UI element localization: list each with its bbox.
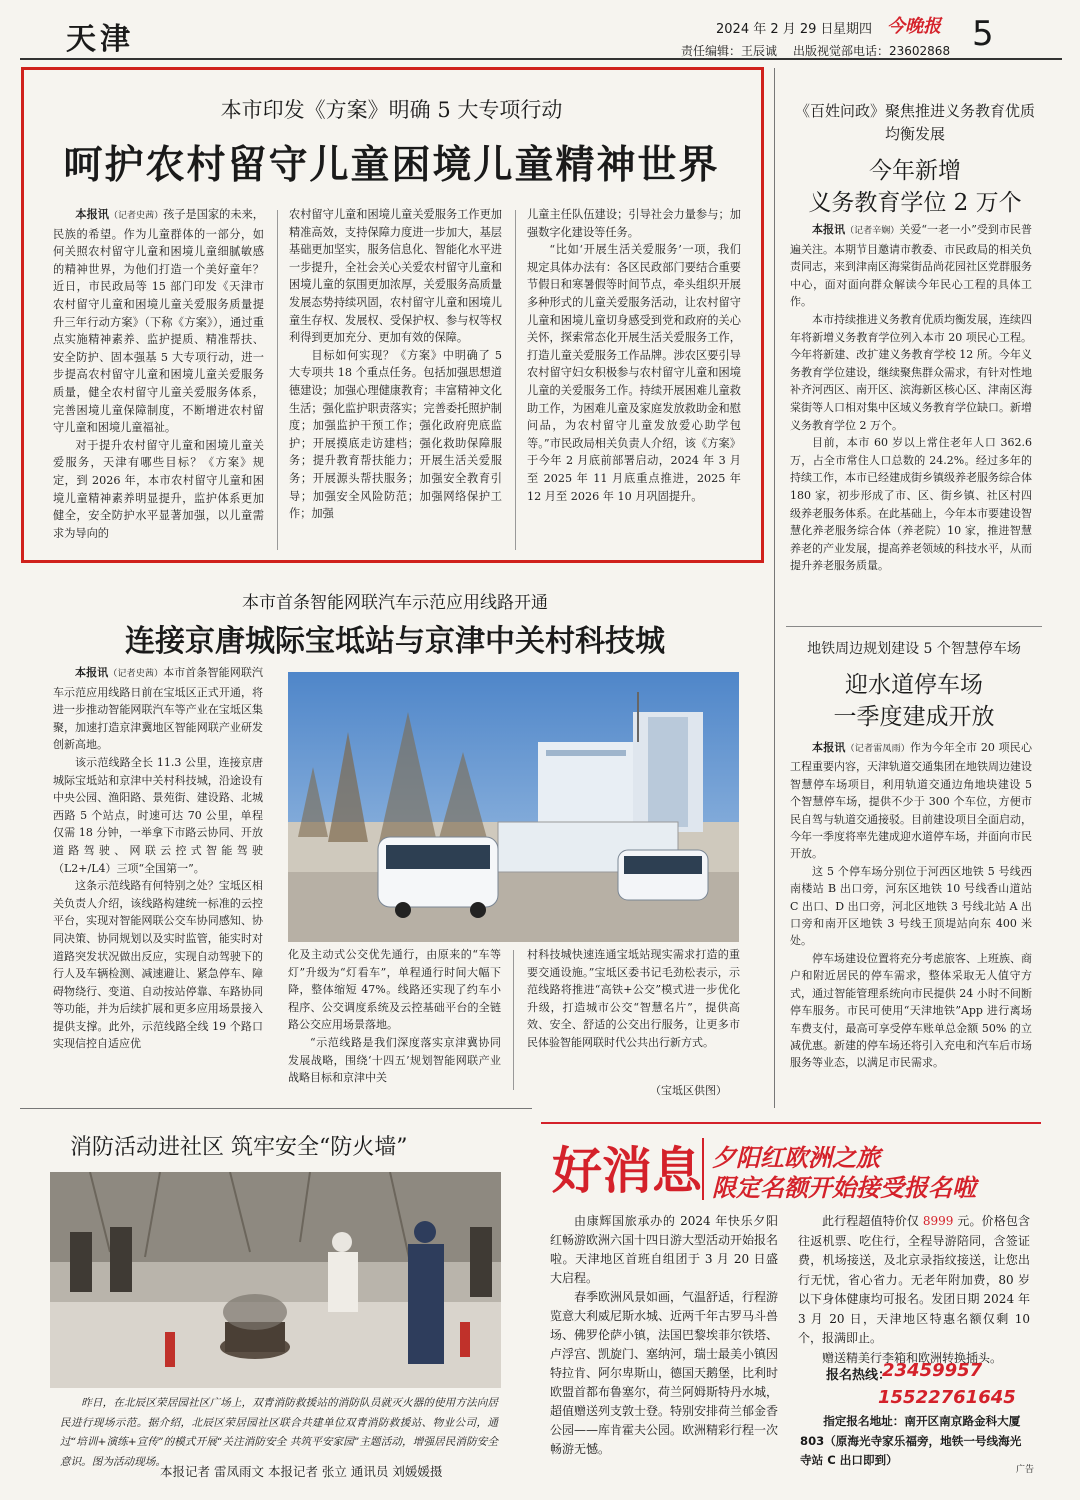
right2-headline-2: 一季度建成开放: [833, 704, 995, 730]
section-name: 天津: [66, 22, 134, 57]
issue-date: 2024 年 2 月 29 日: [716, 22, 834, 37]
bottom-separator: [20, 1108, 532, 1109]
ad-left-p2: 春季欧洲风景如画，气温舒适，行程游览意大利威尼斯水城、近两千年古罗马斗兽场、佛罗伦萨小镇，法国巴黎埃菲尔铁塔、卢浮宫、凯旋门、塞纳河，瑞士最美小镇因特拉肯、阿尔卑斯山，德国天鹅堡，比利时欧盟首都布鲁塞尔，荷兰阿姆斯特丹水城，超值赠送列支敦士登。特别安排荷兰郁金香公园——库肯霍夫公园。欧洲精彩行程一次畅游无憾。: [550, 1290, 779, 1456]
fire-headline: 消防活动进社区 筑牢安全“防火墙”: [70, 1135, 408, 1160]
right-story-separator: [786, 626, 1042, 627]
ad-address: [800, 1412, 1032, 1471]
lead-col3-p2: “比如‘开展生活关爱服务’一项，我们规定具体办法有：各区民政部门要结合重要节假日和寒暑假等时间节点，牵头组织开展多种形式的儿童关爱服务活动，让农村留守儿童和困境儿童切身感受到党和政府的关心关怀，探索常态化开展生活关爱服务工作，打造儿童关爱服务工作品牌。涉农区要引导农村留守妇女积极参与农村留守儿童和困境儿童的关爱服务工作。持续开展困难儿童救助工作，为困难儿童及家庭发放救助金和慰问品，为农村留守儿童发放爱心助学包等。”市民政局相关负责人介绍，该《方案》于今年 2 月底前部署启动，2024 年 3 月至 2025 年 11 月底重点推进，2025 年 12 月至 2026 年 10 月巩固提升。: [527, 243, 741, 503]
lead-kicker: 本市印发《方案》明确 5 大专项行动: [220, 98, 563, 122]
right2-body: [790, 739, 1032, 1072]
ad-left-col: [550, 1212, 778, 1459]
ad-left-p1: 由康辉国旅承办的 2024 年快乐夕阳红畅游欧洲六国十四日游大型活动开始报名啦。天津地区首班自组团于 3 月 20 日盛大启程。: [550, 1214, 779, 1285]
lead-col2-p2: 目标如何实现？《方案》中明确了 5 大专项共 18 个重点任务。包括加强思想道德建设；加强心理健康教育；丰富精神文化生活；强化监护职责落实；完善委托照护制度；加强监护干预工作；强化政府兜底监护；开展摸底走访建档；强化救助保障服务；提升教育帮扶能力；开展生活关爱服务；开展源头帮扶服务；加强安全教育引导；加强安全风险防范；加强网络保护工作；加强: [289, 348, 502, 521]
paper-logo: 今晚报: [887, 16, 941, 37]
right2-headline-1: 迎水道停车场: [845, 672, 983, 698]
right2-byline-tag: 本报讯: [812, 741, 846, 754]
ad-hotline-2: 15522761645: [878, 1387, 1016, 1408]
lead-col-2: [289, 206, 502, 523]
ad-address-text: 南开区南京路金科大厦 803（原海光寺家乐福旁，地铁一号线海光寺站 C 出口即到）: [800, 1414, 1022, 1467]
editor-credit: 责任编辑：王辰诚: [681, 44, 778, 58]
lead-col1-p1: 孩子是国家的未来，民族的希望。作为儿童群体的一部分，如何关照农村留守儿童和困境儿童细腻敏感的精神世界，为他们打造一个美好童年？近日，市民政局等 15 部门印发《天津市农村留守儿童和困境儿童关爱服务质量提升三年行动方案》（下称《方案》），通过重点实施精神素养、监护提质、精准帮扶、安全防护、固本强基 5 大专项行动，进一步提高农村留守儿童和困境儿童关爱服务质量，健全农村留守儿童关爱服务体系，完善困境儿童保障制度，不断增进农村留守儿童和困境儿童福祉。: [53, 208, 264, 435]
middle-byline-reporter: （记者史茜）: [108, 669, 164, 679]
right1-kicker: 《百姓问政》聚焦推进义务教育优质均衡发展: [794, 102, 1035, 143]
right2-p2: 这 5 个停车场分别位于河西区地铁 5 号线西南楼站 B 出口旁，河东区地铁 10 号线香山道站 C 出口、D 出口旁，河北区地铁 3 号线北站 A 出口旁和南开区地铁 3 号线王顶堤站向东 400 米处。: [790, 864, 1032, 948]
right1-body: [790, 221, 1032, 575]
right2-p3: 停车场建设位置将充分考虑旅客、上班族、商户和附近居民的停车需求，整体采取无人值守方式，通过智能管理系统向市民提供 24 小时不间断停车服务。市民可使用“天津地铁”App 进行离场车费支付，最高可享受停车账单总金额 50% 的立减优惠。新建的停车场还将引入充电和汽车后市场服务等业态，以满足市民需求。: [790, 951, 1032, 1070]
middle-kicker: 本市首条智能网联汽车示范应用线路开通: [242, 593, 548, 613]
ad-hotline-1: 23459957: [882, 1360, 983, 1381]
lead-col3-p1: 儿童主任队伍建设；引导社会力量参与；加强数字化建设等任务。: [527, 208, 741, 239]
fire-drill-photo: [50, 1172, 501, 1388]
middle-right-col: [527, 946, 740, 1052]
right1-p2: 本市持续推进义务教育优质均衡发展，连续四年将新增义务教育学位列入本市 20 项民心工程。今年将新建、改扩建义务教育学校 12 所。今年义务教育学位建设，继续聚焦群众需求，有针对性地补齐河西区、南开区、滨海新区核心区、津南区海棠街等人口相对集中区域义务教育学位缺口。新增义务教育学位 2 万个。: [790, 312, 1032, 432]
fire-caption: 昨日，在北辰区荣居园社区广场上，双青消防救援站的消防队员就灭火器的使用方法向居民进行现场示范。据介绍，北辰区荣居园社区联合共建单位双青消防救援站、物业公司，通过“培训+演练+宣传”的模式开展“关注消防安全 共筑平安家园”主题活动，增强居民消防安全意识。图为活动现场。: [60, 1397, 498, 1468]
ad-price-para: [798, 1212, 1030, 1349]
ad-hotline-label: 报名热线：: [826, 1368, 892, 1383]
right1-headline-2: 义务教育学位 2 万个: [808, 190, 1022, 216]
right2-kicker: 地铁周边规划建设 5 个智慧停车场: [807, 641, 1021, 657]
middle-headline: 连接京唐城际宝坻站与京津中关村科技城: [125, 624, 665, 659]
ad-price: 8999: [922, 1214, 954, 1228]
smart-bus-photo: [288, 672, 739, 942]
right1-byline-reporter: （记者辛娴）: [845, 226, 900, 236]
ad-price-post: 元。价格包含往返机票、吃住行，全程导游陪同，含签证费，机场接送，及北京录指纹接送，让您出行无忧，省心省力。无老年附加费，80 岁以下身体健康均可报名。发团日期 2024 年 3 月 20 日，天津地区特惠名额仅剩 10 个，报满即止。: [798, 1214, 1030, 1345]
lead-byline-tag: 本报讯: [75, 207, 110, 221]
middle-mid-p2: “示范线路是我们深度落实京津冀协同发展战略，围绕‘十四五’规划智能网联产业战略目标和京津中关: [288, 1035, 501, 1085]
lead-col1-p2: 对于提升农村留守儿童和困境儿童关爱服务，天津有哪些目标？《方案》规定，到 2026 年，本市农村留守儿童和困境儿童精神素养明显提升，监护体系更加健全，安全防护水平显著加强，以儿童需求为导向的: [53, 438, 264, 540]
lead-col-divider: [277, 210, 278, 550]
ad-big-word: 好消息: [552, 1141, 702, 1200]
middle-left-p2: 该示范线路全长 11.3 公里，连接京唐城际宝坻站和京津中关村科技城，沿途设有中央公园、渔阳路、景苑街、建设路、北城西路 5 个站点，时速可达 70 公里，单程仅需 18 分钟，一举拿下市路云协同、开放道路驾驶、网联云控式智能驾驶（L2+/L4）三项“全国第一”。: [53, 755, 263, 875]
lead-col2-p1: 农村留守儿童和困境儿童关爱服务工作更加精准高效，支持保障力度进一步加大，基层基础更加坚实，服务信息化、智能化水平进一步提升，全社会关心关爱农村留守儿童和困境儿童的氛围更加浓厚，关爱服务高质量发展态势持续巩固，农村留守儿童和困境儿童生存权、发展权、受保护权、参与权等权利得到更加充分、更加有效的保障。: [289, 208, 502, 345]
issue-weekday: 星期四: [833, 22, 873, 37]
fire-credit: 本报记者 雷凤雨文 本报记者 张立 通讯员 刘媛媛摄: [160, 1464, 443, 1479]
ad-price-pre: 此行程超值特价仅: [822, 1214, 923, 1228]
middle-left-p1: 本市首条智能网联汽车示范应用线路日前在宝坻区正式开通，将进一步推动智能网联汽车等产业在宝坻区集聚，加速打造京津冀地区智能网联产业研发创新高地。: [53, 666, 263, 752]
right1-byline-tag: 本报讯: [812, 223, 846, 236]
right1-p1: 关爱“一老一小”受到市民普遍关注。本期节目邀请市教委、市民政局的相关负责同志，来到津南区海棠街品尚花园社区党群服务中心，面对面向群众解读今年民心工程的具体工作。: [790, 223, 1032, 309]
lead-byline-reporter: （记者史茜）: [109, 211, 164, 221]
photo-credit: （宝坻区供图）: [650, 1084, 727, 1097]
middle-left-col: [53, 664, 263, 1053]
lead-col-1: [53, 206, 264, 542]
middle-mid-p1: 化及主动式公交优先通行，由原来的“车等灯”升级为“灯看车”，单程通行时间大幅下降，整体缩短 47%。线路还实现了约车小程序、公交调度系统及云控基础平台的全链路公交应用场景落地。: [288, 948, 501, 1032]
page-number: 5: [972, 14, 994, 54]
lead-col-divider: [515, 210, 516, 550]
middle-mid-col: [288, 946, 501, 1087]
middle-left-p3: 这条示范线路有何特别之处？宝坻区相关负责人介绍，该线路构建统一标准的云控平台，实现对智能网联公交车协同感知、协同决策、协同规划以及实时监管，能实时对道路突发状况做出反应，实现自动驾驶下的行人及车辆检测、减速避让、紧急停车、障碍物绕行、变道、自动按站停靠、车路协同等功能，并为后续扩展和更多应用场景接入提供支撑。此外，示范线路全线 19 个路口实现信控自适应优: [53, 879, 263, 1051]
masthead-rule: [20, 58, 1062, 60]
lead-col-3: [527, 206, 741, 505]
right1-headline-1: 今年新增: [869, 158, 961, 184]
ad-frame: [541, 1122, 1041, 1124]
lead-headline: 呵护农村留守儿童困境儿童精神世界: [63, 142, 720, 188]
ad-gift: 赠送精美行李箱和欧洲转换插头。: [822, 1350, 1003, 1365]
ad-address-label: 指定报名地址：: [823, 1414, 905, 1428]
ad-title-2: 限定名额开始接受报名啦: [712, 1174, 976, 1202]
right1-p3: 目前，本市 60 岁以上常住老年人口 362.6 万，占全市常住人口总数的 24.2%。经过多年的持续工作，本市已经建成街乡镇级养老服务综合体 180 家，初步形成了市、区、街乡镇、社区村四级养老服务体系。在此基础上，今年本市要建设智慧化养老服务综合体（养老院）10 家，推进智慧养老的产业发展，提高养老领域的科技水平，从而提升养老服务质量。: [790, 436, 1032, 573]
middle-col-divider: [513, 950, 514, 1090]
middle-byline-tag: 本报讯: [75, 666, 109, 679]
right2-p1: 作为今年全市 20 项民心工程重要内容，天津轨道交通集团在地铁周边建设智慧停车场项目，利用轨道交通边角地块建设 5 个智慧停车场，提供不少于 300 个车位，方便市民自驾与轨道交通接驳。目前建设项目全面启动，今年一季度将率先建成迎水道停车场，并面向市民开放。: [790, 741, 1032, 861]
right-column-divider: [774, 68, 775, 1108]
ad-right-col: [798, 1212, 1030, 1368]
ad-tag: 广告: [1016, 1465, 1035, 1475]
middle-right-p1: 村科技城快速连通宝坻站现实需求打造的重要交通设施。”宝坻区委书记毛劲松表示，示范线路将推进“高铁+公交”模式进一步优化升级，打造城市公交“智慧名片”，提供高效、安全、舒适的公交出行服务，让更多市民体验智能网联时代公共出行新方式。: [527, 948, 740, 1049]
ad-title-divider: [702, 1138, 704, 1200]
ad-title-1: 夕阳红欧洲之旅: [712, 1144, 880, 1172]
vision-dept-phone: 出版视觉部电话：23602868: [793, 44, 951, 58]
right2-byline-reporter: （记者雷凤雨）: [845, 744, 911, 754]
